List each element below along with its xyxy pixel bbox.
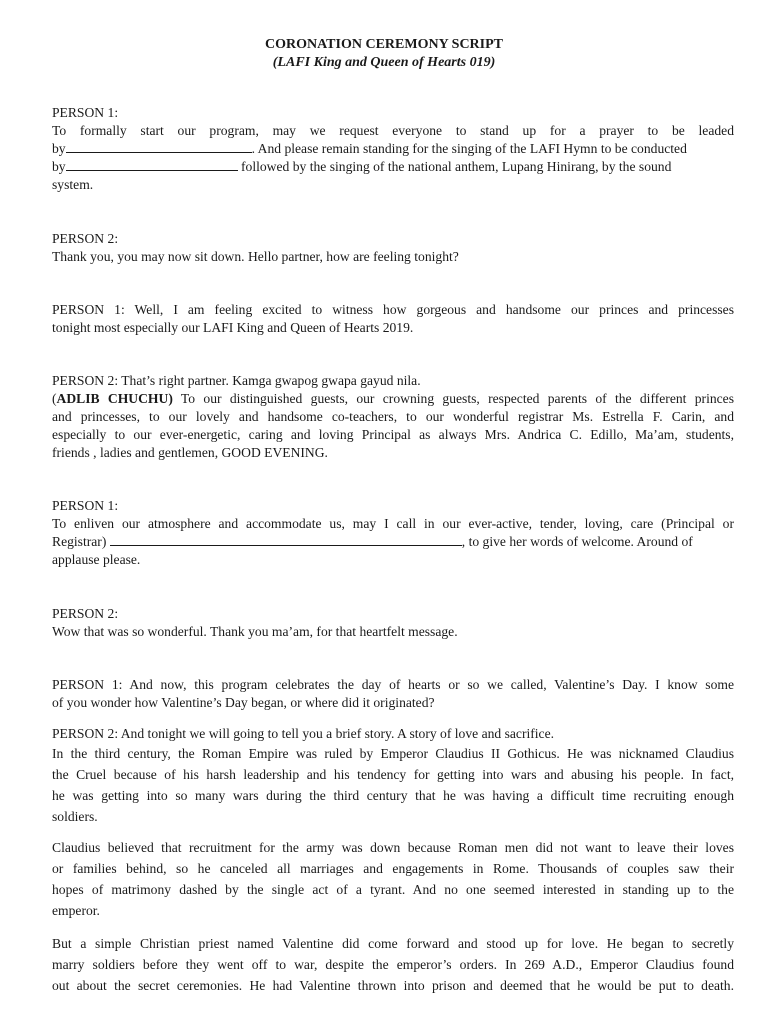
script-line: and princesses, to our lovely and handsome co-teachers, to our wonderful registrar Ms. Estrella F. Carin, and — [52, 409, 734, 424]
person2-story-block — [52, 724, 734, 827]
script-line: system. — [52, 177, 94, 192]
person2-thanks-block — [52, 230, 734, 266]
script-line: marry soldiers before they went off to war, despite the emperor’s orders. In 269 A.D., Emperor Claudius found — [52, 957, 734, 972]
script-line: PERSON 2: And tonight we will going to tell you a brief story. A story of love and sacrifice. — [52, 726, 555, 741]
script-line: of you wonder how Valentine’s Day began, or where did it originated? — [52, 695, 435, 710]
person1-opening-block — [52, 104, 734, 194]
script-line: he was getting into so many wars during the third century that he was having a difficult time recruiting enough — [52, 788, 734, 803]
script-line: tonight most especially our LAFI King and Queen of Hearts 2019. — [52, 320, 414, 335]
line-text: followed by the singing of the national anthem, Lupang Hinirang, by the sound — [237, 159, 672, 174]
speaker-label: PERSON 1: — [52, 498, 119, 513]
script-line: Wow that was so wonderful. Thank you ma’am, for that heartfelt message. — [52, 624, 458, 639]
document-subtitle: (LAFI King and Queen of Hearts 019) — [272, 55, 496, 70]
script-line: friends , ladies and gentlemen, GOOD EVENING. — [52, 445, 328, 460]
adlib-label: ADLIB CHUCHU) — [56, 391, 173, 406]
line-text: Registrar) — [52, 534, 110, 549]
script-line — [52, 140, 734, 158]
script-line — [52, 390, 734, 408]
line-text: ( — [52, 391, 57, 406]
person2-greeting-block — [52, 372, 734, 462]
claudius-paragraph — [52, 837, 734, 921]
script-line: In the third century, the Roman Empire was ruled by Emperor Claudius II Gothicus. He was nicknamed Claudius — [52, 746, 734, 761]
script-line — [52, 533, 734, 551]
script-line: PERSON 2: That’s right partner. Kamga gwapog gwapa gayud nila. — [52, 373, 421, 388]
name-blank — [66, 140, 252, 153]
script-line: applause please. — [52, 552, 141, 567]
document-title: CORONATION CEREMONY SCRIPT — [264, 37, 503, 52]
script-line: Thank you, you may now sit down. Hello partner, how are feeling tonight? — [52, 249, 459, 264]
speaker-label: PERSON 2: — [52, 231, 119, 246]
script-line: To enliven our atmosphere and accommodate us, may I call in our ever-active, tender, loving, care (Principal or — [52, 516, 734, 531]
script-line: PERSON 1: And now, this program celebrates the day of hearts or so we called, Valentine’s Day. I know some — [52, 677, 734, 692]
script-line: especially to our ever-energetic, caring and loving Principal as always Mrs. Andrica C. Edillo, Ma’am, students, — [52, 427, 734, 442]
script-line: hopes of matrimony dashed by the single act of a tyrant. And no one seemed interested in standing up to the — [52, 882, 734, 897]
line-text: . And please remain standing for the singing of the LAFI Hymn to be conducted — [251, 141, 687, 156]
script-line: PERSON 1: Well, I am feeling excited to witness how gorgeous and handsome our princes and princesses — [52, 302, 734, 317]
line-text: , to give her words of welcome. Around of — [461, 534, 693, 549]
script-line — [52, 158, 734, 176]
script-line: out about the secret ceremonies. He had Valentine thrown into prison and deemed that he would be put to death. — [52, 978, 734, 993]
script-line: To formally start our program, may we request everyone to stand up for a prayer to be leaded — [52, 123, 734, 138]
script-line: the Cruel because of his harsh leadership and his tendency for getting into wars and abusing his people. In fact, — [52, 767, 734, 782]
script-line: soldiers. — [52, 809, 98, 824]
speaker-label: PERSON 1: — [52, 105, 119, 120]
name-blank — [66, 158, 238, 171]
person1-welcome-block — [52, 497, 734, 569]
name-blank — [110, 533, 462, 546]
script-line: or families behind, so he canceled all marriages and engagements in Rome. Thousands of couples saw their — [52, 861, 734, 876]
valentine-paragraph — [52, 933, 734, 996]
person1-valentine-block — [52, 676, 734, 712]
person1-excited-block — [52, 301, 734, 337]
line-text: by — [52, 159, 66, 174]
script-line: emperor. — [52, 903, 100, 918]
person2-wow-block — [52, 605, 734, 641]
script-line: But a simple Christian priest named Valentine did come forward and stood up for love. He began to secretly — [52, 936, 734, 951]
script-line: Claudius believed that recruitment for the army was down because Roman men did not want to leave their loves — [52, 840, 734, 855]
line-text: by — [52, 141, 66, 156]
speaker-label: PERSON 2: — [52, 606, 119, 621]
line-text: To our distinguished guests, our crowning guests, respected parents of the different princes — [172, 391, 735, 406]
